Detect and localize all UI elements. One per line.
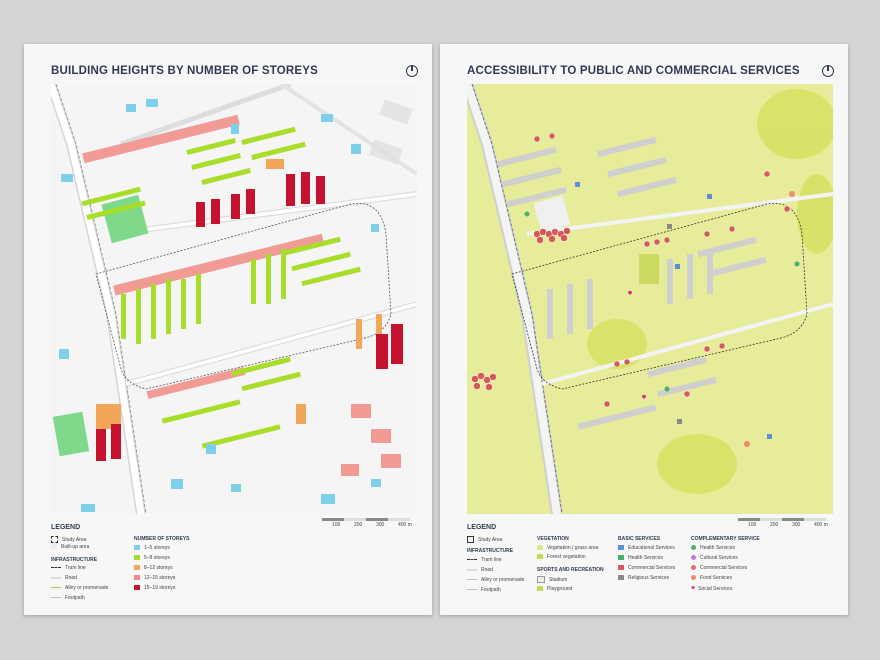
legend-basic-item: Religious Services: [618, 575, 669, 581]
heart-icon: ♥: [691, 585, 696, 592]
legend-storey-item: 1–5 storeys: [134, 545, 170, 551]
legend-alley: Alley or promenade: [51, 585, 108, 591]
power-icon[interactable]: [822, 65, 834, 77]
scale-label: 400 m: [814, 522, 828, 528]
scale-label: 200: [354, 522, 363, 528]
legend-storey-item: 8–12 storeys: [134, 565, 173, 571]
poster-title: ACCESSIBILITY TO PUBLIC AND COMMERCIAL SERVICES: [467, 65, 800, 77]
scale-label: 100: [332, 522, 341, 528]
legend-basic-item: Educational Services: [618, 545, 675, 551]
legend-complementary-item: Commercial Services: [691, 565, 747, 571]
legend-vegetation-item: Forest vegetation: [537, 554, 586, 560]
legend-title: LEGEND: [467, 524, 497, 531]
legend-storeys-title: NUMBER OF STOREYS: [134, 536, 190, 542]
legend-vegetation-title: VEGETATION: [537, 536, 569, 542]
scale-label: 300: [792, 522, 801, 528]
map-graphic: [467, 84, 833, 514]
legend-storey-item: 12–15 storeys: [134, 575, 175, 581]
legend-study-area: Study Area: [467, 536, 502, 543]
legend-sports-item: Playground: [537, 586, 572, 592]
legend-sports-item: Stadium: [537, 576, 567, 583]
power-icon[interactable]: [406, 65, 418, 77]
accessibility-map[interactable]: [467, 84, 833, 514]
poster-building-heights: [24, 44, 432, 615]
legend-road: Road: [467, 567, 493, 573]
scale-bar: [322, 518, 412, 528]
poster-title: BUILDING HEIGHTS BY NUMBER OF STOREYS: [51, 65, 319, 77]
legend-alley: Alley or promenade: [467, 577, 524, 583]
scale-label: 100: [748, 522, 757, 528]
legend-sports-title: SPORTS AND RECREATION: [537, 567, 604, 573]
legend-infrastructure-title: INFRASTRUCTURE: [467, 548, 514, 554]
legend-complementary-item: ♥ Social Services: [691, 585, 733, 592]
legend-complementary-item: Health Services: [691, 545, 735, 551]
legend-tram: Tram line: [51, 565, 86, 571]
legend-infrastructure-title: INFRASTRUCTURE: [51, 557, 98, 563]
scale-label: 200: [770, 522, 779, 528]
legend-basic-item: Commercial Services: [618, 565, 675, 571]
legend-tram: Tram line: [467, 557, 502, 563]
legend-complementary-item: Food Services: [691, 575, 732, 581]
scale-label: 400 m: [398, 522, 412, 528]
legend-vegetation-item: Vegetation / grass area: [537, 545, 598, 551]
legend-title: LEGEND: [51, 524, 81, 531]
legend-complementary-title: COMPLEMENTARY SERVICE: [691, 536, 760, 542]
scale-bar: [738, 518, 828, 528]
legend-footpath: Footpath: [51, 595, 85, 601]
map-graphic: [51, 84, 417, 514]
poster-accessibility-services: [440, 44, 848, 615]
legend-storey-item: 15–19 storeys: [134, 585, 175, 591]
legend-road: Road: [51, 575, 77, 581]
legend-study-area: Study Area: [51, 536, 86, 543]
legend-built-up: Built-up area: [51, 544, 89, 550]
scale-label: 300: [376, 522, 385, 528]
legend-complementary-item: Cultural Services: [691, 555, 738, 561]
legend-basic-title: BASIC SERVICES: [618, 536, 661, 542]
legend-footpath: Footpath: [467, 587, 501, 593]
legend-storey-item: 5–8 storeys: [134, 555, 170, 561]
building-heights-map[interactable]: [51, 84, 417, 514]
legend-basic-item: Health Services: [618, 555, 663, 561]
